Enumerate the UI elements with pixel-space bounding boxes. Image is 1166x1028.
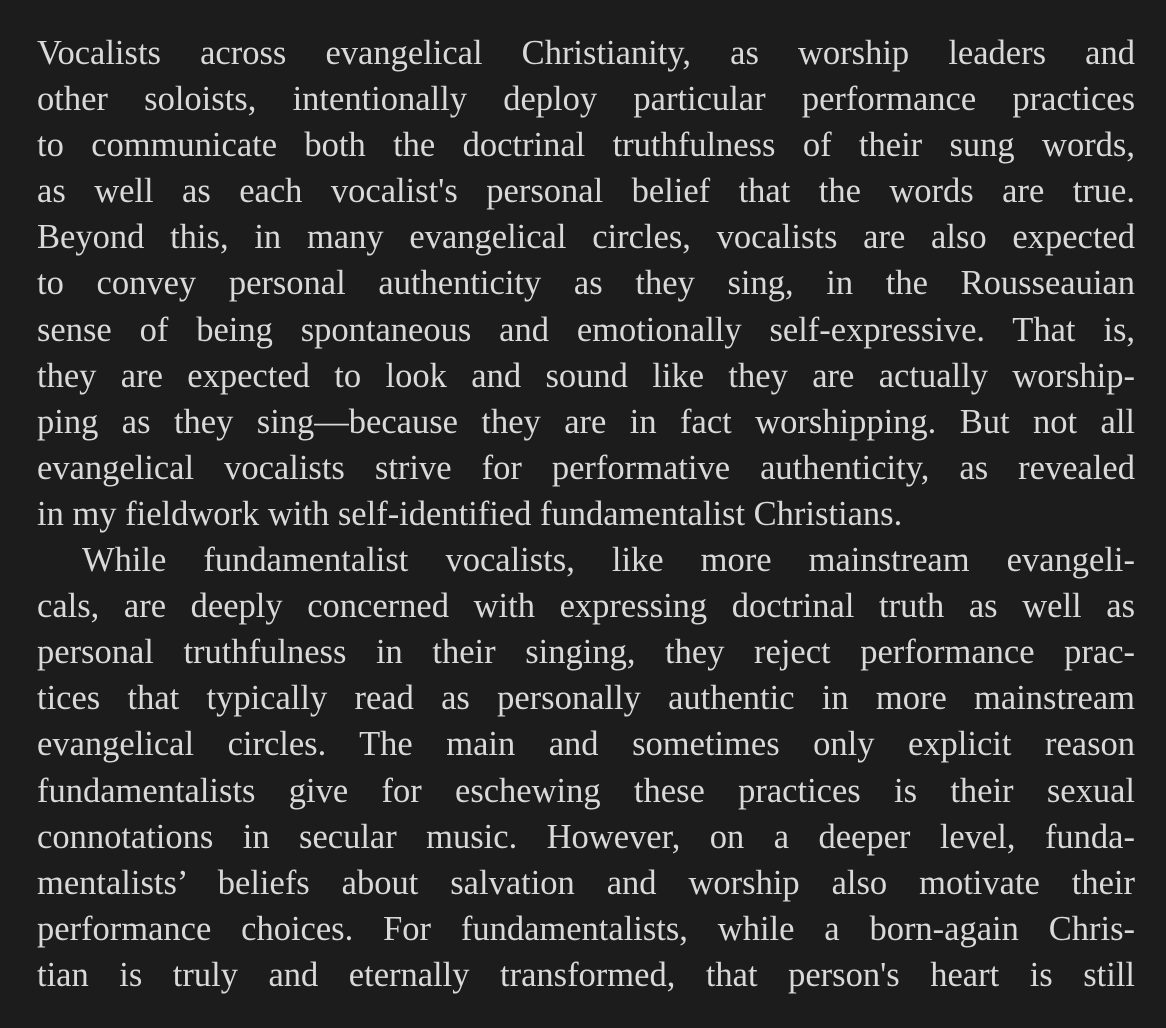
text-line: ping as they sing—because they are in fact worshipping. But not all <box>37 402 1135 441</box>
text-line: to convey personal authenticity as they sing, in the Rousseauian <box>37 264 1135 303</box>
text-line: fundamentalists give for eschewing these practices is their sexual <box>37 771 1135 810</box>
text-line: in my fieldwork with self-identified fundamentalist Christians. <box>37 494 903 533</box>
text-line: personal truthfulness in their singing, they reject performance prac- <box>37 633 1135 672</box>
text-line: performance choices. For fundamentalists, while a born-again Chris- <box>37 909 1135 948</box>
text-line: they are expected to look and sound like they are actually worship- <box>37 356 1135 395</box>
text-line: to communicate both the doctrinal truthfulness of their sung words, <box>37 126 1135 165</box>
paragraph-2 <box>37 537 1135 998</box>
document-page <box>37 30 1135 998</box>
text-line: Beyond this, in many evangelical circles, vocalists are also expected <box>37 218 1135 257</box>
text-line: Vocalists across evangelical Christianity, as worship leaders and <box>37 34 1135 72</box>
text-line: While fundamentalist vocalists, like more mainstream evangeli- <box>82 541 1135 580</box>
text-line: tices that typically read as personally authentic in more mainstream <box>37 679 1135 718</box>
text-line: tian is truly and eternally transformed, that person's heart is still <box>37 955 1135 994</box>
text-line: other soloists, intentionally deploy particular performance practices <box>37 80 1135 119</box>
text-line: mentalists’ beliefs about salvation and worship also motivate their <box>37 863 1135 902</box>
text-line: evangelical vocalists strive for performative authenticity, as revealed <box>37 448 1135 487</box>
text-line: sense of being spontaneous and emotionally self-expressive. That is, <box>37 310 1135 349</box>
text-line: connotations in secular music. However, on a deeper level, funda- <box>37 817 1135 856</box>
paragraph-1 <box>37 30 1135 537</box>
text-line: evangelical circles. The main and sometimes only explicit reason <box>37 725 1135 764</box>
text-line: as well as each vocalist's personal belief that the words are true. <box>37 172 1135 211</box>
text-line: cals, are deeply concerned with expressing doctrinal truth as well as <box>37 587 1135 626</box>
